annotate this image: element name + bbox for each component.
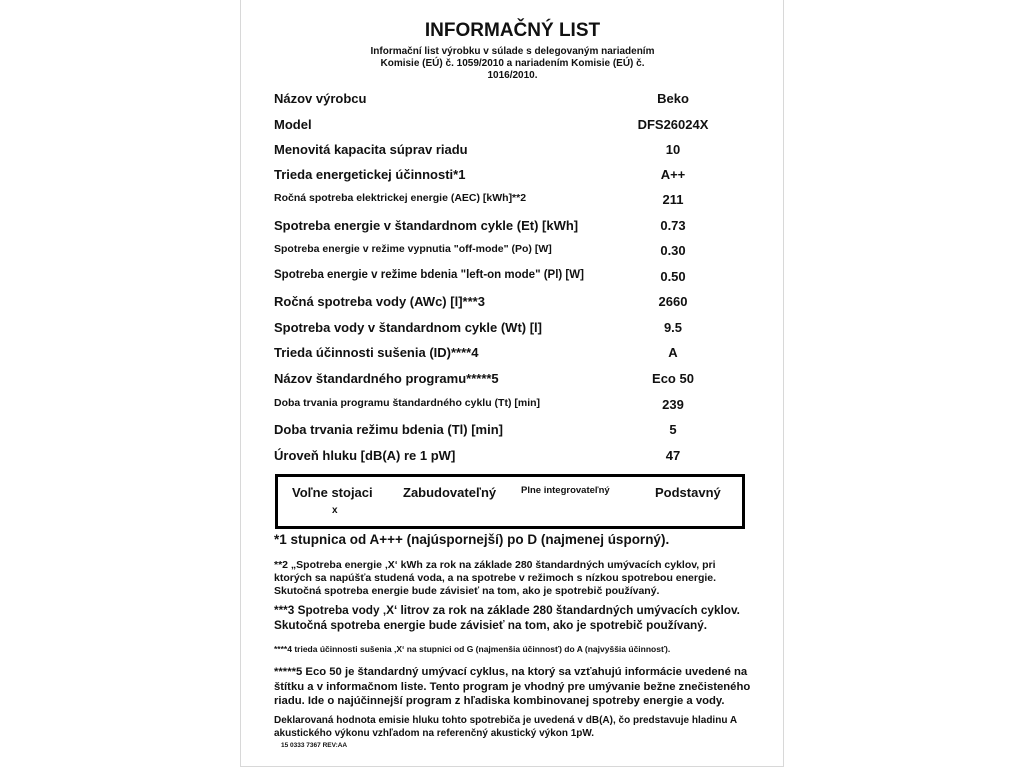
row-value: A++ [660, 167, 686, 182]
installation-mark: x [332, 505, 338, 516]
type-under-counter: Podstavný [655, 485, 721, 500]
type-fully-integrated: Plne integrovateľný [521, 485, 610, 496]
row-value: 10 [665, 142, 681, 157]
row-value: DFS26024X [637, 117, 709, 132]
installation-type-box [275, 474, 745, 529]
row-label: Doba trvania režimu bdenia (Tl) [min] [274, 422, 503, 437]
row-value: 9.5 [663, 320, 683, 335]
type-built-in: Zabudovateľný [403, 485, 497, 500]
row-value: 47 [665, 448, 681, 463]
note-4: ****4 trieda účinnosti sušenia ‚X‘ na stupnici od G (najmenšia účinnosť) do A (najvyššia účinnosť). [274, 644, 671, 654]
row-label: Spotreba energie v štandardnom cykle (Et) [kWh] [274, 218, 579, 233]
row-value: 0.73 [660, 218, 686, 233]
row-label: Úroveň hluku [dB(A) re 1 pW] [274, 448, 456, 463]
row-value: 5 [669, 422, 677, 437]
note-3: ***3 Spotreba vody ‚X‘ litrov za rok na základe 280 štandardných umývacích cyklov. Skutočná spotreba energie bude závisieť na tom, ako je spotrebič používaný. [274, 603, 740, 632]
row-value: 239 [662, 397, 684, 412]
row-label: Menovitá kapacita súprav riadu [274, 142, 468, 157]
document-subtitle: Informační list výrobku v súlade s delegovaným nariadením Komisie (EÚ) č. 1059/2010 a nariadením Komisie (EÚ) č. 1016/2010. [370, 46, 655, 81]
row-label: Model [274, 117, 312, 132]
row-value: 211 [662, 192, 684, 207]
note-2: **2 „Spotreba energie ‚X‘ kWh za rok na základe 280 štandardných umývacích cyklov, pri ktorých sa napúšťa studená voda, a na spotrebe v režimoch s nízkou spotrebou energie. Skutočná spotreba energie bude závisieť na tom, ako je spotrebič používaný. [274, 559, 717, 597]
row-label: Doba trvania programu štandardného cyklu (Tt) [min] [274, 397, 541, 409]
row-label: Ročná spotreba vody (AWc) [l]***3 [274, 294, 485, 309]
row-label: Názov výrobcu [274, 91, 367, 106]
row-label: Spotreba energie v režime bdenia "left-on mode" (Pl) [W] [274, 269, 584, 281]
note-5: *****5 Eco 50 je štandardný umývací cyklus, na ktorý sa vzťahujú informácie uvedené na štítku a v informačnom liste. Tento program je vhodný pre umývanie bežne znečisteného riadu. Ide o najúčinnejší program z hľadiska kombinovanej spotreby energie a vody. [274, 666, 751, 707]
type-freestanding: Voľne stojaci [292, 485, 373, 500]
row-label: Trieda účinnosti sušenia (ID)****4 [274, 345, 479, 360]
row-label: Ročná spotreba elektrickej energie (AEC) [kWh]**2 [274, 192, 527, 204]
row-value: Eco 50 [652, 371, 694, 386]
row-label: Trieda energetickej účinnosti*1 [274, 167, 466, 182]
note-1: *1 stupnica od A+++ (najúspornejší) po D (najmenej úsporný). [274, 532, 670, 547]
row-value: 2660 [658, 294, 688, 309]
row-label: Názov štandardného programu*****5 [274, 371, 499, 386]
note-noise: Deklarovaná hodnota emisie hluku tohto spotrebiča je uvedená v dB(A), čo predstavuje hladinu A akustického výkonu vzhľadom na referenčný akustický výkon 1pW. [274, 715, 737, 739]
row-value: 0.50 [660, 269, 686, 284]
document-title: INFORMAČNÝ LIST [424, 20, 601, 41]
row-label: Spotreba energie v režime vypnutia "off-mode" (Po) [W] [274, 243, 552, 255]
row-value: A [668, 345, 678, 360]
document-code: 15 0333 7367 REV:AA [281, 742, 348, 749]
row-value: Beko [657, 91, 689, 106]
row-label: Spotreba vody v štandardnom cykle (Wt) [l] [274, 320, 542, 335]
row-value: 0.30 [660, 243, 686, 258]
